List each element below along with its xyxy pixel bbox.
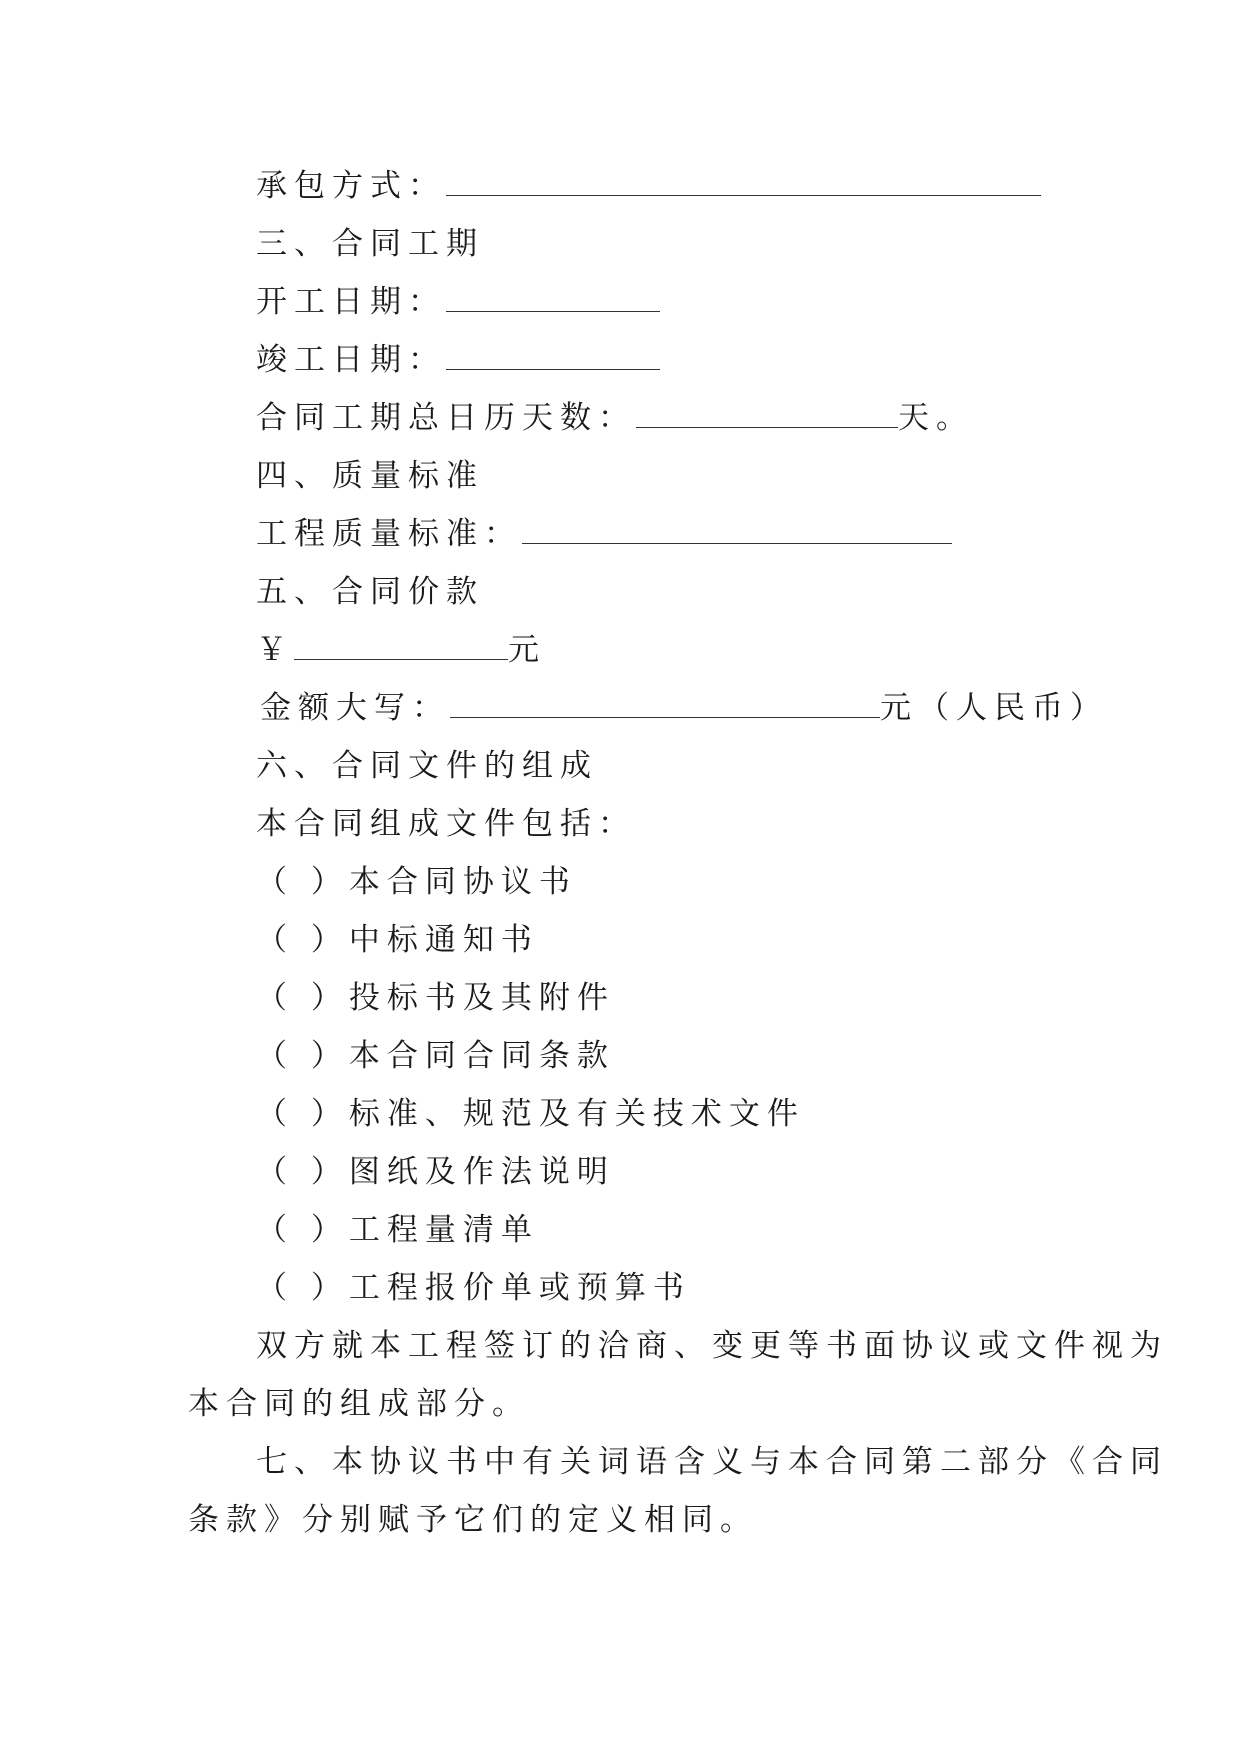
start-date-row bbox=[256, 282, 660, 322]
section-3-heading: 三、合同工期 bbox=[256, 226, 484, 262]
supplement-paragraph-line-1: 双方就本工程签订的洽商、变更等书面协议或文件视为 bbox=[256, 1328, 1168, 1364]
document-list-item: （ ）图纸及作法说明 bbox=[256, 1154, 615, 1190]
total-days-label: 合同工期总日历天数： bbox=[256, 400, 636, 436]
document-list-item: （ ）投标书及其附件 bbox=[256, 980, 615, 1016]
start-date-blank[interactable] bbox=[446, 285, 660, 312]
document-list-item: （ ）工程量清单 bbox=[256, 1212, 539, 1248]
total-days-unit: 天。 bbox=[898, 400, 974, 436]
section-5-heading: 五、合同价款 bbox=[256, 574, 484, 610]
document-list-item: （ ）本合同协议书 bbox=[256, 864, 577, 900]
document-list-item: （ ）本合同合同条款 bbox=[256, 1038, 615, 1074]
contract-method-blank[interactable] bbox=[446, 169, 1041, 196]
price-blank[interactable] bbox=[294, 633, 508, 660]
section-7-line-1: 七、本协议书中有关词语含义与本合同第二部分《合同 bbox=[256, 1444, 1168, 1480]
section-6-intro: 本合同组成文件包括： bbox=[256, 806, 636, 842]
section-6-heading: 六、合同文件的组成 bbox=[256, 748, 598, 784]
supplement-paragraph-line-2: 本合同的组成部分。 bbox=[188, 1386, 530, 1422]
total-days-blank[interactable] bbox=[636, 401, 898, 428]
section-7-line-2: 条款》分别赋予它们的定义相同。 bbox=[188, 1502, 758, 1538]
quality-label: 工程质量标准： bbox=[256, 516, 522, 552]
total-days-row bbox=[256, 398, 974, 438]
amount-words-unit: 元（人民币） bbox=[880, 690, 1108, 726]
end-date-blank[interactable] bbox=[446, 343, 660, 370]
amount-words-label: 金额大写： bbox=[260, 690, 450, 726]
price-row bbox=[256, 630, 546, 670]
document-list-item: （ ）中标通知书 bbox=[256, 922, 539, 958]
price-unit: 元 bbox=[508, 632, 546, 668]
end-date-label: 竣工日期： bbox=[256, 342, 446, 378]
document-list-item: （ ）标准、规范及有关技术文件 bbox=[256, 1096, 805, 1132]
start-date-label: 开工日期： bbox=[256, 284, 446, 320]
contract-method-label: 承包方式： bbox=[256, 168, 446, 204]
amount-words-row bbox=[260, 688, 1108, 728]
document-list-item: （ ）工程报价单或预算书 bbox=[256, 1270, 691, 1306]
yuan-symbol: ￥ bbox=[256, 632, 294, 668]
section-4-heading: 四、质量标准 bbox=[256, 458, 484, 494]
contract-method-row bbox=[256, 166, 1041, 206]
quality-blank[interactable] bbox=[522, 517, 952, 544]
end-date-row bbox=[256, 340, 660, 380]
amount-words-blank[interactable] bbox=[450, 691, 880, 718]
quality-row bbox=[256, 514, 952, 554]
